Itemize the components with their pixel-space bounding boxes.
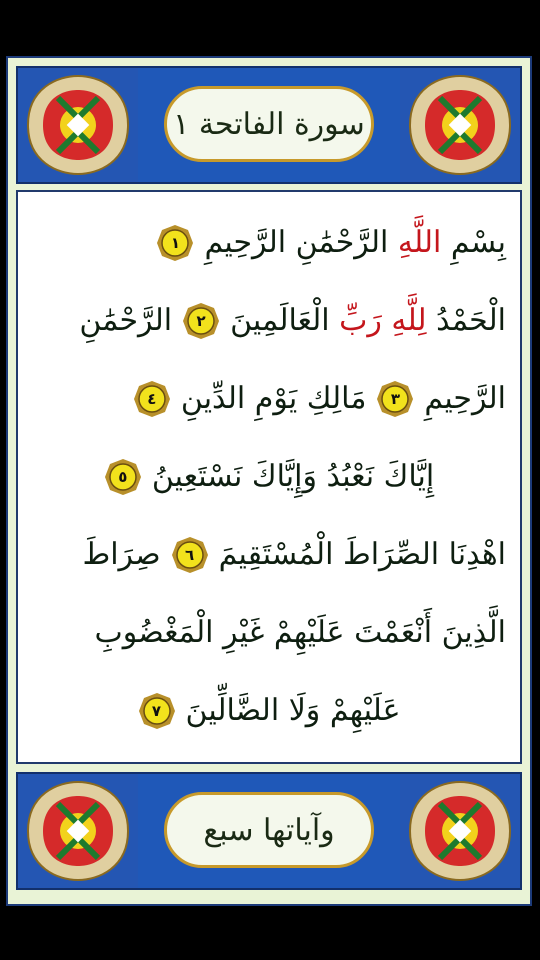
- verse-number: ٧: [151, 702, 162, 720]
- verse-text: [204, 204, 506, 282]
- verse-line: [32, 594, 506, 672]
- header-frame: [16, 66, 522, 184]
- verse-number-marker: [376, 380, 414, 418]
- verse-count-text: وآياتها سبع: [203, 812, 335, 848]
- verse-number-marker: [171, 536, 209, 574]
- verse-text: [152, 438, 434, 516]
- verse-text: [219, 516, 506, 594]
- floral-ornament-icon: [400, 774, 520, 888]
- verse-number-marker: [133, 380, 171, 418]
- verse-number: ٣: [390, 390, 400, 408]
- verse-words: بِسْمِ: [441, 225, 506, 260]
- verse-words: الرَّحْمَٰنِ: [79, 303, 173, 338]
- verse-words: الرَّحْمَٰنِ الرَّحِيمِ: [204, 225, 389, 260]
- verse-words: مَالِكِ يَوْمِ الدِّينِ: [180, 381, 367, 416]
- verse-words: إِيَّاكَ نَعْبُدُ وَإِيَّاكَ نَسْتَعِينُ: [151, 459, 435, 494]
- verse-number-marker: [182, 302, 220, 340]
- verse-number-marker: [104, 458, 142, 496]
- floral-ornament-icon: [18, 68, 138, 182]
- verse-line: [32, 516, 506, 594]
- footer-frame: [16, 772, 522, 890]
- surah-title: سورة الفاتحة ١: [173, 106, 365, 142]
- verse-words: الرَّحِيمِ: [424, 381, 506, 416]
- verse-words: الَّذِينَ أَنْعَمْتَ عَلَيْهِمْ غَيْرِ الْمَغْضُوبِ: [94, 615, 506, 650]
- verse-number: ٢: [196, 312, 206, 330]
- verse-text-panel: [16, 190, 522, 764]
- verse-number-marker: [156, 224, 194, 262]
- verse-number: ١: [170, 234, 181, 252]
- surah-title-cartouche: [164, 86, 374, 162]
- divine-name-text: لِلَّهِ رَبِّ: [329, 303, 427, 338]
- verse-words: اهْدِنَا الصِّرَاطَ الْمُسْتَقِيمَ: [218, 537, 506, 572]
- verse-number: ٥: [118, 468, 128, 486]
- verse-text: [186, 672, 401, 750]
- verse-words: الْعَالَمِينَ: [230, 303, 330, 338]
- floral-ornament-icon: [400, 68, 520, 182]
- verse-text: [230, 282, 506, 360]
- verse-line: [32, 204, 506, 282]
- verse-number-marker: [138, 692, 176, 730]
- verse-words: عَلَيْهِمْ وَلَا الضَّالِّينَ: [185, 693, 401, 728]
- verse-line: [32, 360, 506, 438]
- verse-words: الْحَمْدُ: [426, 303, 506, 338]
- verse-lines: [32, 204, 506, 750]
- divine-name-text: اللَّهِ: [388, 225, 442, 260]
- verse-line: [32, 438, 506, 516]
- verse-count-cartouche: [164, 792, 374, 868]
- mushaf-page: [6, 56, 532, 906]
- verse-line: [32, 672, 506, 750]
- verse-number: ٦: [185, 546, 195, 564]
- verse-text: [94, 594, 506, 672]
- verse-number: ٤: [147, 390, 157, 408]
- floral-ornament-icon: [18, 774, 138, 888]
- verse-words: صِرَاطَ: [82, 537, 161, 572]
- verse-line: [32, 282, 506, 360]
- verse-text: [424, 360, 506, 438]
